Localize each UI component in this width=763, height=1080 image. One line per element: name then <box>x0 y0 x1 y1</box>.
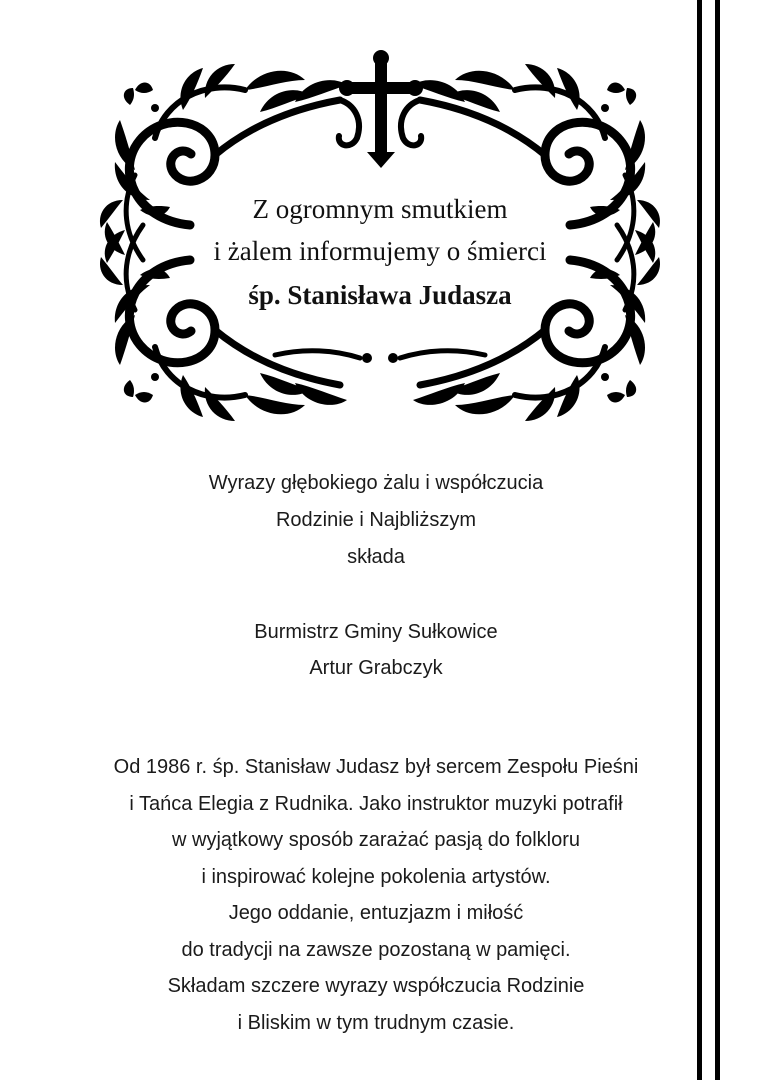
tribute-line: i inspirować kolejne pokolenia artystów. <box>201 865 551 888</box>
tribute-line: i Bliskim w tym trudnym czasie. <box>237 1011 515 1034</box>
heading-line-2: i żalem informujemy o śmierci <box>213 236 547 266</box>
mourning-border-line-right <box>715 0 720 1080</box>
tribute-paragraph <box>60 749 692 1041</box>
mourning-border-line-left <box>697 0 702 1080</box>
tribute-line: i Tańca Elegia z Rudnika. Jako instruktor muzyki potrafił <box>129 792 623 815</box>
condolences-line: składa <box>347 546 405 568</box>
deceased-name: śp. Stanisława Judasza <box>248 280 512 310</box>
condolences-line: Wyrazy głębokiego żalu i współczucia <box>208 472 544 494</box>
condolences-text <box>60 465 692 576</box>
tribute-line: Jego oddanie, entuzjazm i miłość <box>228 902 524 924</box>
tribute-line: Od 1986 r. śp. Stanisław Judasz był sercem Zespołu Pieśni <box>113 756 639 778</box>
signer-name: Artur Grabczyk <box>309 657 443 679</box>
tribute-line: w wyjątkowy sposób zarażać pasją do folkloru <box>172 829 580 851</box>
signer-title: Burmistrz Gminy Sułkowice <box>254 621 498 643</box>
signature-block <box>60 614 692 686</box>
announcement-heading <box>150 188 610 318</box>
tribute-line: Składam szczere wyrazy współczucia Rodzinie <box>167 975 585 997</box>
tribute-line: do tradycji na zawsze pozostaną w pamięci. <box>181 938 571 961</box>
condolences-line: Rodzinie i Najbliższym <box>275 509 477 531</box>
heading-line-1: Z ogromnym smutkiem <box>252 194 508 224</box>
